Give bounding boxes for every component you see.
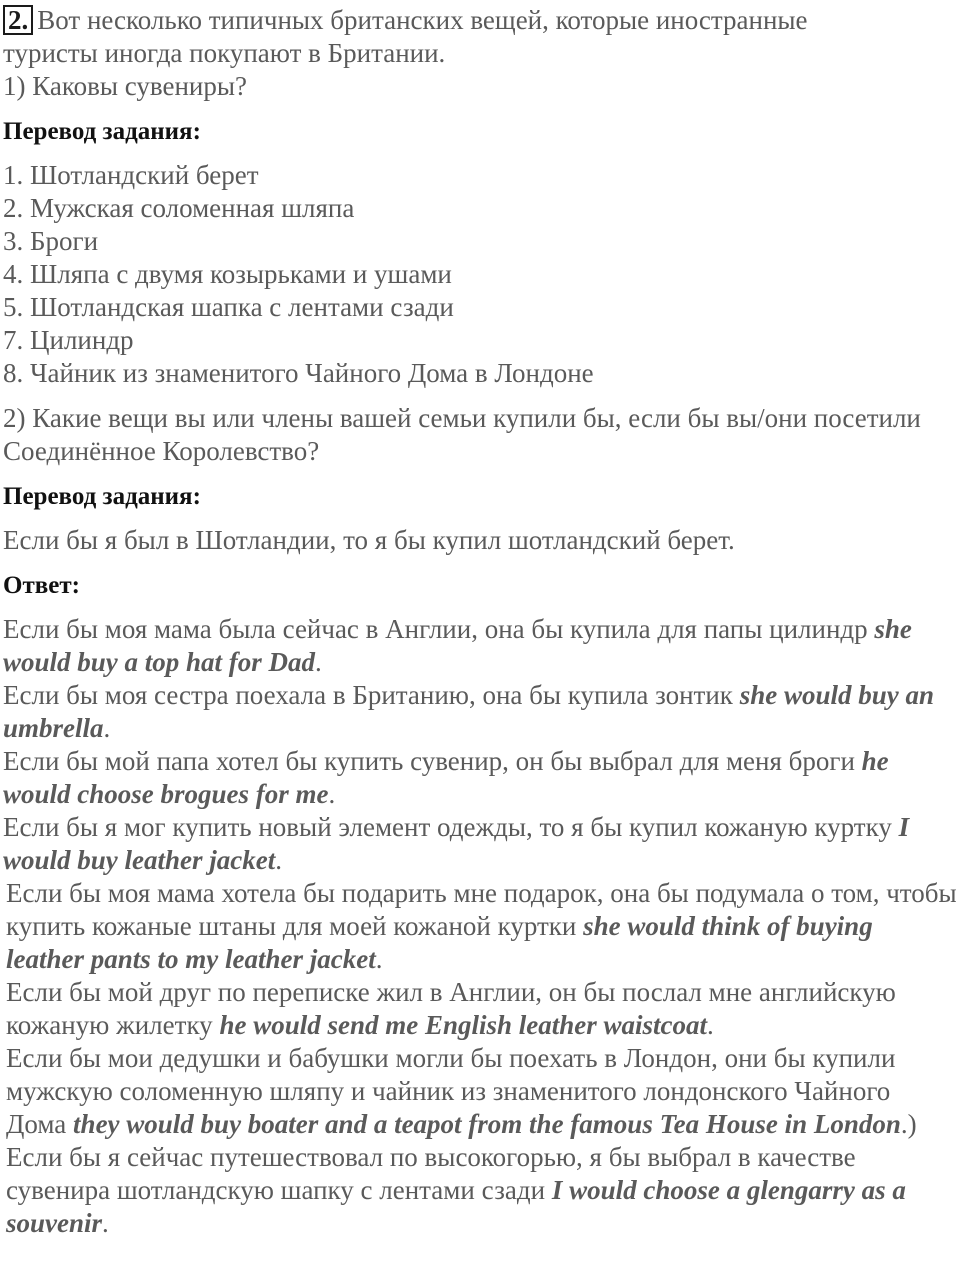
answer-paragraph: Если бы мой друг по переписке жил в Англии, он бы послал мне английскую кожаную жилетку he would send me English leather waistcoat. — [6, 977, 896, 1040]
answer-paragraph: Если бы моя сестра поехала в Британию, она бы купила зонтик she would buy an umbrella. — [3, 680, 934, 743]
task-intro-line2: туристы иногда покупают в Британии. — [3, 38, 446, 68]
english-answer: they would buy boater and a teapot from the famous Tea House in London — [73, 1109, 901, 1139]
question-2: 2) Какие вещи вы или члены вашей семьи купили бы, если бы вы/они посетили Соединённое Королевство? — [3, 403, 921, 466]
answer-paragraph: Если бы моя мама хотела бы подарить мне подарок, она бы подумала о том, чтобы купить кожаные штаны для моей кожаной куртки she would think of buying leather pants to my leather jacket. — [6, 878, 957, 974]
task-number: 2. — [3, 5, 33, 35]
english-answer: she would buy an umbrella — [3, 680, 934, 743]
answer-paragraph: Если бы моя мама была сейчас в Англии, она бы купила для папы цилиндр she would buy a top hat for Dad. — [3, 614, 912, 677]
answer-paragraph: Если бы мой папа хотел бы купить сувенир, он бы выбрал для меня броги he would choose brogues for me. — [3, 746, 889, 809]
english-answer: he would choose brogues for me — [3, 746, 889, 809]
english-answer: I would buy leather jacket — [3, 812, 910, 875]
answer-paragraph: Если бы я мог купить новый элемент одежды, то я бы купил кожаную куртку I would buy leather jacket. — [3, 812, 910, 875]
answer-heading: Ответ: — [3, 572, 80, 599]
list-item: 2. Мужская соломенная шляпа — [3, 193, 355, 223]
list-item: 7. Цилиндр — [3, 325, 134, 355]
translation-heading-1: Перевод задания: — [3, 118, 201, 145]
document-page — [3, 4, 957, 1240]
english-answer: she would buy a top hat for Dad — [3, 614, 912, 677]
english-answer: I would choose a glengarry as a souvenir — [6, 1175, 906, 1238]
question-1: 1) Каковы сувениры? — [3, 71, 247, 101]
list-item: 4. Шляпа с двумя козырьками и ушами — [3, 259, 452, 289]
list-item: 1. Шотландский берет — [3, 160, 259, 190]
list-item: 3. Броги — [3, 226, 99, 256]
task-intro — [3, 4, 957, 70]
example-sentence: Если бы я был в Шотландии, то я бы купил шотландский берет. — [3, 525, 735, 555]
list-item: 5. Шотландская шапка с лентами сзади — [3, 292, 454, 322]
answer-paragraph: Если бы я сейчас путешествовал по высокогорью, я бы выбрал в качестве сувенира шотландскую шапку с лентами сзади I would choose a glengarry as a souvenir. — [6, 1142, 906, 1238]
task-intro-line1: Вот несколько типичных британских вещей, которые иностранные — [37, 5, 808, 35]
list-item: 8. Чайник из знаменитого Чайного Дома в Лондоне — [3, 358, 594, 388]
english-answer: she would think of buying leather pants to my leather jacket — [6, 911, 873, 974]
answer-paragraph: Если бы мои дедушки и бабушки могли бы поехать в Лондон, они бы купили мужскую соломенную шляпу и чайник из знаменитого лондонского Чайного Дома they would buy boater and a teapot from the famous Tea House in London.) — [6, 1043, 917, 1139]
translation-heading-2: Перевод задания: — [3, 483, 201, 510]
english-answer: he would send me English leather waistcoat — [219, 1010, 708, 1040]
answer-block — [3, 613, 957, 1240]
souvenir-list — [3, 159, 957, 390]
